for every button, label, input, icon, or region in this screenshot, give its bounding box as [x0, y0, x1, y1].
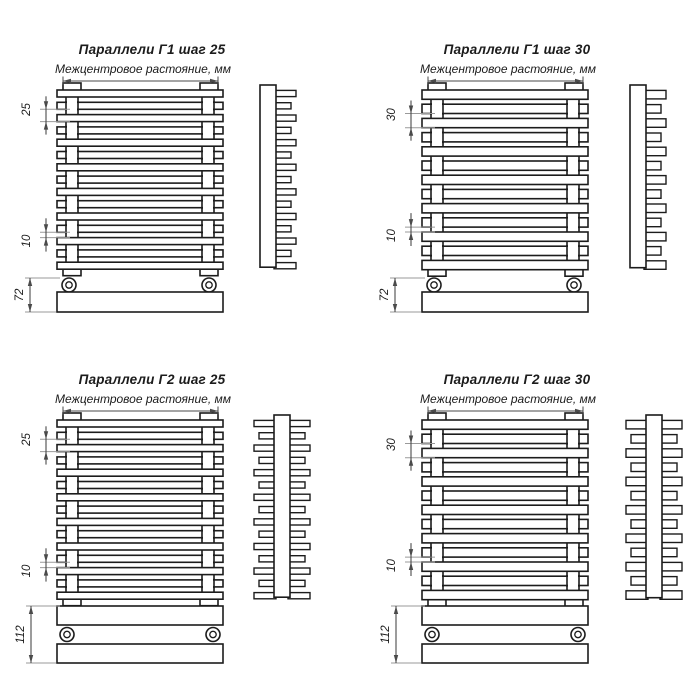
diagram-subtitle: Межцентровое растояние, мм: [420, 392, 596, 406]
dimension-label: 25: [21, 433, 33, 446]
diagram-subtitle: Межцентровое растояние, мм: [55, 62, 231, 76]
dimension-label: 30: [386, 438, 398, 451]
dimension-label: 10: [21, 234, 33, 248]
diagram-1: [379, 77, 666, 313]
diagram-title: Параллели Г1 шаг 30: [443, 42, 591, 57]
front-view: [57, 413, 223, 606]
dimension-label: 30: [386, 108, 398, 121]
front-view: [422, 83, 588, 276]
diagram-0: [14, 77, 296, 313]
side-view: [630, 85, 666, 269]
diagram-subtitle: Межцентровое растояние, мм: [420, 62, 596, 76]
diagram-subtitle: Межцентровое растояние, мм: [55, 392, 231, 406]
diagram-title: Параллели Г1 шаг 25: [78, 42, 226, 57]
side-view: [254, 415, 310, 599]
top-view: [15, 606, 223, 663]
dimension-label: 10: [386, 559, 398, 572]
top-view: [379, 278, 588, 312]
dimension-label: 25: [21, 103, 33, 116]
dimension-label: 10: [21, 564, 33, 578]
diagram-title: Параллели Г2 шаг 30: [443, 372, 591, 387]
dimension-label: 112: [15, 625, 27, 644]
front-view: [57, 83, 223, 276]
diagram-3: [380, 407, 682, 664]
top-view: [14, 278, 223, 312]
dimension-label: 10: [386, 229, 398, 242]
side-view: [626, 415, 682, 599]
dimension-label: 72: [14, 288, 26, 302]
top-view: [380, 606, 588, 663]
dimension-label: 112: [380, 625, 392, 644]
diagram-title: Параллели Г2 шаг 25: [78, 372, 226, 387]
dimension-label: 72: [379, 288, 391, 302]
diagram-2: [15, 407, 310, 664]
front-view: [422, 413, 588, 606]
side-view: [260, 85, 296, 269]
